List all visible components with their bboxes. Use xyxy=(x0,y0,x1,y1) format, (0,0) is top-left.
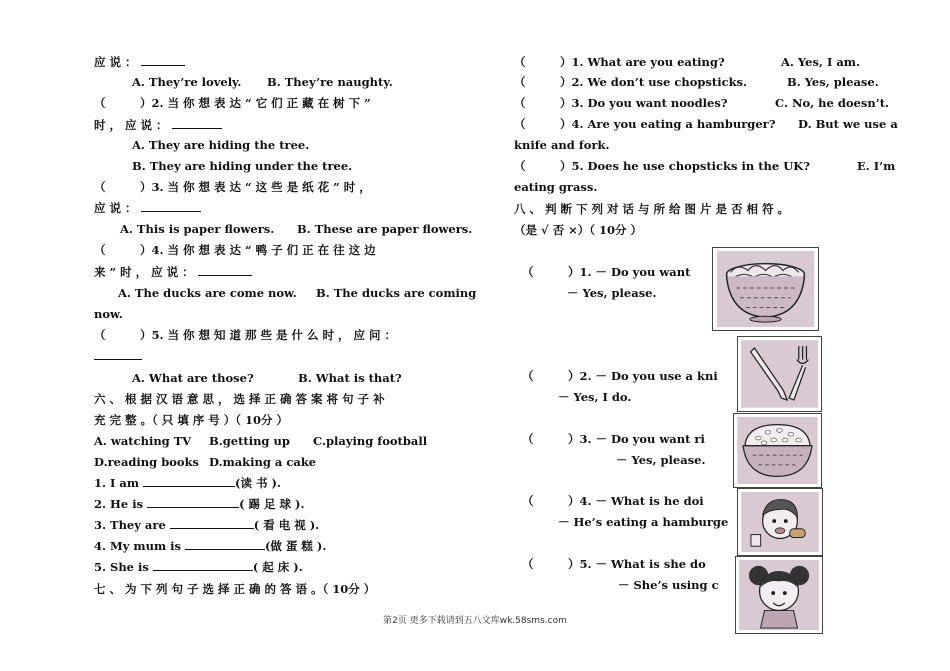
boy-eating-icon xyxy=(741,492,819,552)
option-a: A. What are those? xyxy=(132,371,254,385)
answer-line xyxy=(94,348,142,364)
option-b: B. These are paper flowers. xyxy=(297,222,473,236)
judge-5-reply: － She’s using c xyxy=(618,578,719,592)
question-3: （ ）3. 当 你 想 表 达 “ 这 些 是 纸 花 ” 时 ， xyxy=(94,180,371,194)
option-b: B. They’re naughty. xyxy=(267,75,393,89)
match-answer-b: B. Yes, please. xyxy=(787,75,879,89)
fill-blank[interactable] xyxy=(185,538,265,550)
word-option: D.reading books xyxy=(94,455,200,469)
match-question-3: （ ）3. Do you want noodles? xyxy=(514,96,728,110)
fill-blank[interactable] xyxy=(147,496,239,508)
fill-sentence-2: 2. He is ( 踢 足 球 ). xyxy=(94,497,305,511)
question-3-cont: 应 说 ： xyxy=(94,200,201,216)
question-4-cont: 来 ” 时 ， 应 说 ： xyxy=(94,264,252,280)
section-6-title-cont: 充 完 整 。（ 只 填 序 号 ）（ 10分 ） xyxy=(94,413,289,427)
judge-3: （ ）3. － Do you want ri xyxy=(522,432,705,446)
match-answer-e: E. I’m xyxy=(857,159,896,173)
judge-4-reply: － He’s eating a hamburge xyxy=(558,515,729,529)
option-b: B. The ducks are coming xyxy=(316,286,477,300)
judge-2-reply: － Yes, I do. xyxy=(558,390,632,404)
rice-bowl-icon xyxy=(737,417,818,484)
match-question-4: （ ）4. Are you eating a hamburger? xyxy=(514,117,776,131)
fill-sentence-4: 4. My mum is (做 蛋 糕 ). xyxy=(94,539,327,553)
boy-eating-picture xyxy=(737,488,823,556)
match-question-1: （ ）1. What are you eating? xyxy=(514,55,725,69)
judge-3-reply: － Yes, please. xyxy=(616,453,706,467)
judge-1: （ ）1. － Do you want xyxy=(522,265,691,279)
knife-fork-icon xyxy=(741,340,818,408)
match-answer-e-cont: eating grass. xyxy=(514,180,598,194)
section-7-title: 七 、 为 下 列 句 子 选 择 正 确 的 答 语 。（ 10分 ） xyxy=(94,582,376,596)
match-answer-a: A. Yes, I am. xyxy=(781,55,860,69)
option-a: A. They are hiding the tree. xyxy=(132,138,310,152)
fill-blank[interactable] xyxy=(153,559,253,571)
fill-blank[interactable] xyxy=(143,475,235,487)
option-a: A. They’re lovely. xyxy=(132,75,242,89)
fill-sentence-3: 3. They are ( 看 电 视 ). xyxy=(94,518,320,532)
answer-blank[interactable] xyxy=(141,200,201,212)
fill-sentence-1: 1. I am (读 书 ). xyxy=(94,476,281,490)
question-4: （ ）4. 当 你 想 表 达 “ 鸭 子 们 正 在 往 这 边 xyxy=(94,243,376,257)
knife-fork-picture xyxy=(737,336,822,412)
answer-blank[interactable] xyxy=(172,117,222,129)
match-question-2: （ ）2. We don’t use chopsticks. xyxy=(514,75,748,89)
question-2: （ ）2. 当 你 想 表 达 “ 它 们 正 藏 在 树 下 ” xyxy=(94,96,371,110)
option-a: A. The ducks are come now. xyxy=(118,286,297,300)
judge-2: （ ）2. － Do you use a kni xyxy=(522,369,718,383)
page-footer: 第2页 更多下载请到五八文库wk.58sms.com xyxy=(383,616,567,626)
option-b: B. What is that? xyxy=(298,371,402,385)
judge-4: （ ）4. － What is he doi xyxy=(522,494,704,508)
answer-blank[interactable] xyxy=(198,264,252,276)
match-answer-d-cont: knife and fork. xyxy=(514,138,610,152)
noodle-bowl-icon xyxy=(716,251,815,327)
word-option: D.making a cake xyxy=(209,455,317,469)
question-2-cont: 时 ， 应 说 ： xyxy=(94,117,222,133)
section-8-title: 八 、 判 断 下 列 对 话 与 所 给 图 片 是 否 相 符 。 xyxy=(514,202,790,216)
line-answer: 应 说 ： xyxy=(94,54,185,70)
option-b: B. They are hiding under the tree. xyxy=(132,159,353,173)
word-option: C.playing football xyxy=(313,434,428,448)
word-option: B.getting up xyxy=(209,434,290,448)
fill-sentence-5: 5. She is ( 起 床 ). xyxy=(94,560,303,574)
question-5: （ ）5. 当 你 想 知 道 那 些 是 什 么 时 ， 应 问 ： xyxy=(94,328,397,342)
answer-blank[interactable] xyxy=(94,348,142,360)
option-b-cont: now. xyxy=(94,307,123,321)
judge-5: （ ）5. － What is she do xyxy=(522,557,706,571)
answer-blank[interactable] xyxy=(141,54,185,66)
noodle-bowl-picture xyxy=(712,247,819,331)
match-answer-d: D. But we use a xyxy=(798,117,898,131)
fill-blank[interactable] xyxy=(170,517,254,529)
match-question-5: （ ）5. Does he use chopsticks in the UK? xyxy=(514,159,810,173)
section-6-title: 六 、 根 据 汉 语 意 思 ， 选 择 正 确 答 案 将 句 子 补 xyxy=(94,392,385,406)
word-option: A. watching TV xyxy=(94,434,192,448)
section-8-title-cont: （是 √ 否 ×）（ 10分 ） xyxy=(514,223,642,237)
match-answer-c: C. No, he doesn’t. xyxy=(775,96,890,110)
judge-1-reply: － Yes, please. xyxy=(567,286,657,300)
rice-bowl-picture xyxy=(733,413,822,488)
option-a: A. This is paper flowers. xyxy=(120,222,275,236)
